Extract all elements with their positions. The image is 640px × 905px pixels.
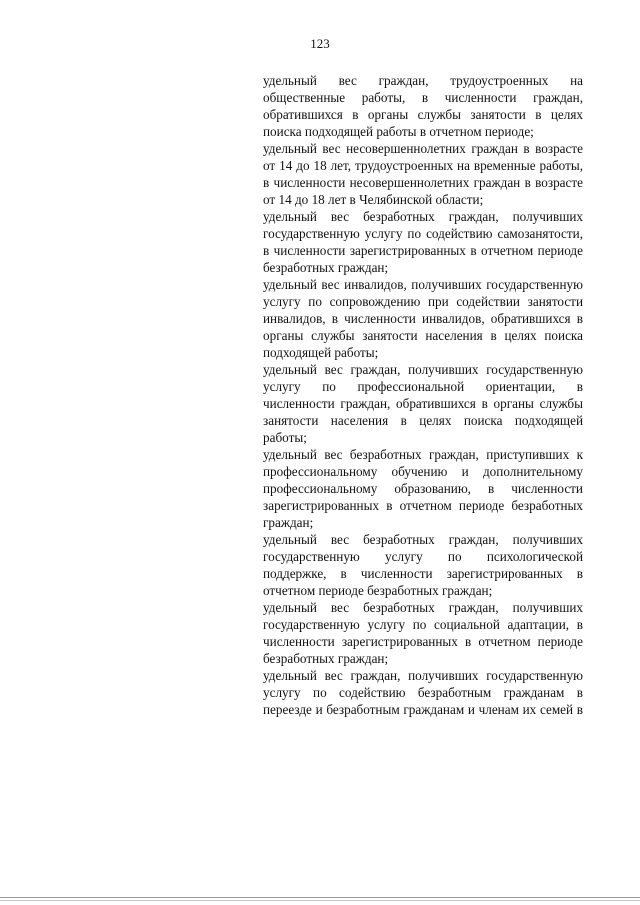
scan-edge-line xyxy=(0,900,640,901)
paragraph: удельный вес безработных граждан, получивших государственную услугу по содействию самозанятости, в численности зарегистрированных в отчетном периоде безработных граждан; xyxy=(263,209,583,275)
paragraph: удельный вес безработных граждан, получивших государственную услугу по психологической поддержке, в численности зарегистрированных в отчетном периоде безработных граждан; xyxy=(263,532,583,598)
paragraph: удельный вес инвалидов, получивших государственную услугу по сопровождению при содействии занятости инвалидов, в численности инвалидов, обратившихся в органы службы занятости населения в целях поиска подходящей работы; xyxy=(263,277,583,360)
document-body xyxy=(263,72,583,718)
paragraph: удельный вес несовершеннолетних граждан в возрасте от 14 до 18 лет, трудоустроенных на временные работы, в численности несовершеннолетних граждан в возрасте от 14 до 18 лет в Челябинской области; xyxy=(263,141,583,207)
scan-edge-line xyxy=(0,897,640,898)
paragraph: удельный вес граждан, получивших государственную услугу по профессиональной ориентации, в численности граждан, обратившихся в органы службы занятости населения в целях поиска подходящей работы; xyxy=(263,362,583,445)
page-number: 123 xyxy=(310,36,330,51)
paragraph: удельный вес безработных граждан, приступивших к профессиональному обучению и дополнительному профессиональному образованию, в численности зарегистрированных в отчетном периоде безработных граждан; xyxy=(263,447,583,530)
paragraph: удельный вес безработных граждан, получивших государственную услугу по социальной адаптации, в численности зарегистрированных в отчетном периоде безработных граждан; xyxy=(263,600,583,666)
paragraph: удельный вес граждан, получивших государственную услугу по содействию безработным гражданам в переезде и безработным гражданам и членам их семей в xyxy=(263,668,583,717)
paragraph: удельный вес граждан, трудоустроенных на общественные работы, в численности граждан, обратившихся в органы службы занятости в целях поиска подходящей работы в отчетном периоде; xyxy=(263,73,583,139)
